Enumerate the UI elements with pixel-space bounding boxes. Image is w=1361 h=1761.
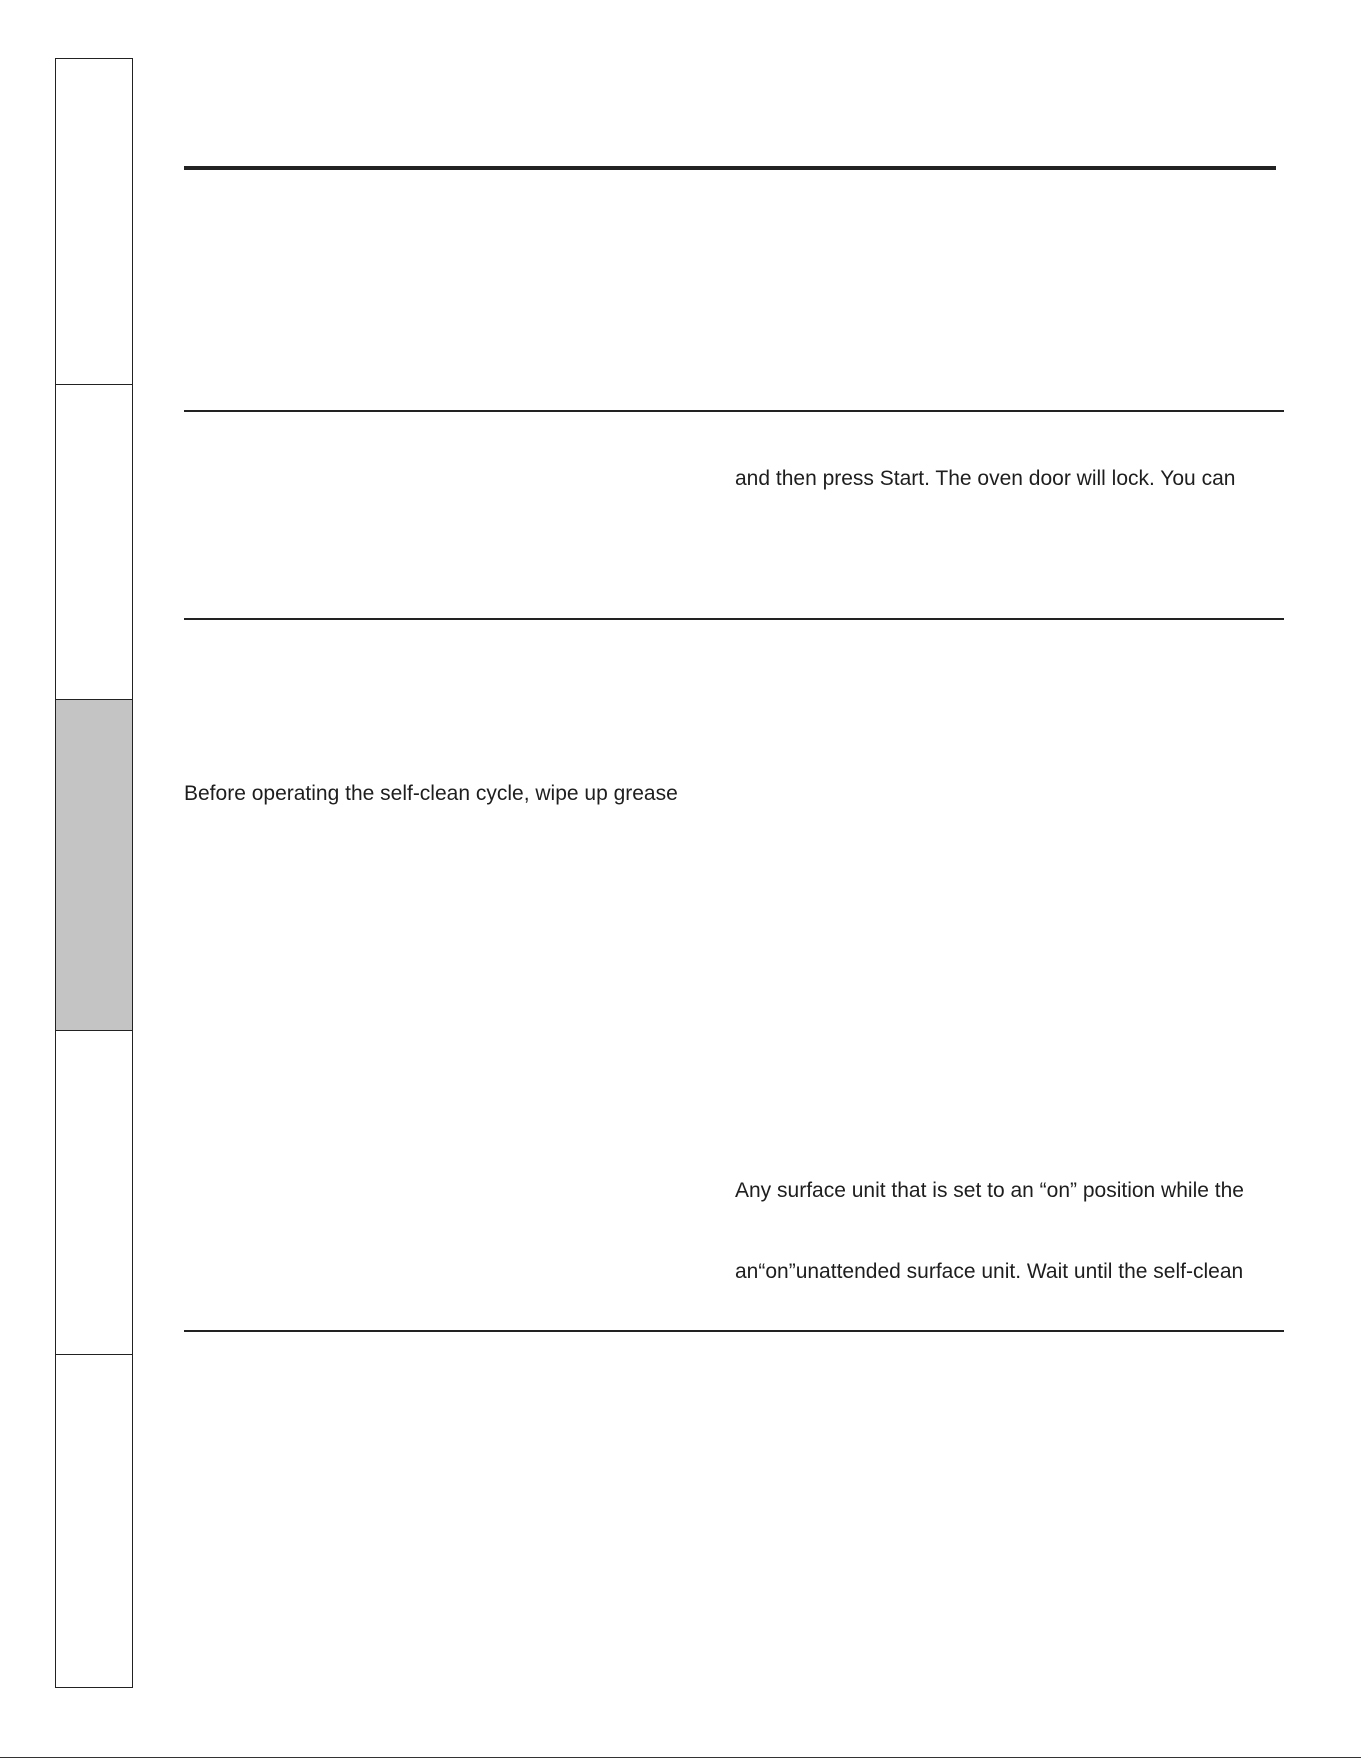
side-tab-1[interactable] [56, 59, 132, 385]
right-column-text-line: an“on”unattended surface unit. Wait until the self-clean [735, 1260, 1244, 1283]
side-tab-5[interactable] [56, 1355, 132, 1689]
side-tab-4[interactable] [56, 1031, 132, 1355]
section-divider-1 [184, 410, 1284, 412]
right-column-text-line: and then press Start. The oven door will lock. You can [735, 467, 1236, 490]
left-column-text-line: Before operating the self-clean cycle, wipe up grease [184, 782, 678, 805]
side-tab-strip [55, 58, 133, 1688]
side-tab-3-active[interactable] [56, 700, 132, 1031]
right-column-text-line: Any surface unit that is set to an “on” position while the [735, 1179, 1244, 1202]
side-tab-2[interactable] [56, 385, 132, 700]
footer-rule [0, 1757, 1361, 1758]
section-divider-2 [184, 618, 1284, 620]
section-divider-3 [184, 1330, 1284, 1332]
header-rule [184, 166, 1276, 170]
